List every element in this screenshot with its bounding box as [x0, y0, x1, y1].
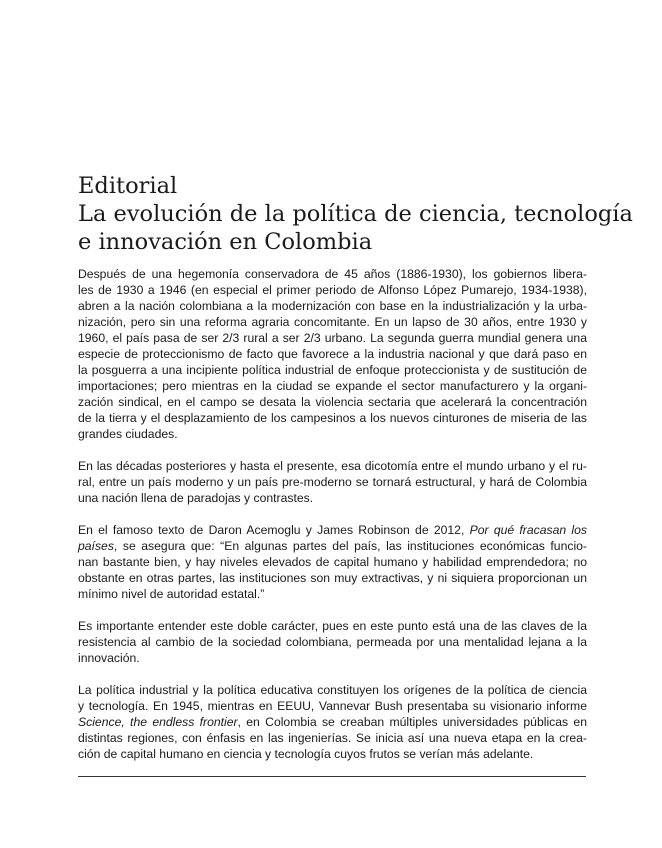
text-line [78, 538, 587, 554]
text-run: , se asegura que: “En algunas partes del país, las instituciones económicas funcio- [113, 539, 587, 553]
text-line: Es importante entender este doble carácter, pues en este punto está una de las claves de la [78, 619, 587, 633]
text-line: innovación. [78, 651, 140, 665]
text-line: obstante en otras partes, las instituciones son muy extractivas, y ni siquiera proporcionan un [78, 571, 587, 585]
text-line: resistencia al cambio de la sociedad colombiana, permeada por una mentalidad lejana a la [78, 635, 587, 649]
text-line: Después de una hegemonía conservadora de 45 años (1886-1930), los gobiernos libera- [78, 267, 587, 281]
text-run: En el famoso texto de Daron Acemoglu y James Robinson de 2012, [78, 523, 470, 537]
text-line: mínimo nivel de autoridad estatal.” [78, 587, 265, 601]
text-line: importaciones; pero mientras en la ciudad se expande el sector manufacturero y la organi- [78, 379, 587, 393]
text-line: de la tierra y el desplazamiento de los campesinos a los nuevos cinturones de miseria de las [78, 411, 587, 425]
footnote-divider [78, 776, 586, 777]
text-line: distintas regiones, con énfasis en las ingenierías. Se inicia así una nueva etapa en la crea- [78, 731, 587, 745]
text-line: 1960, el país pasa de ser 2/3 rural a ser 2/3 urbano. La segunda guerra mundial genera una [78, 331, 587, 345]
editorial-heading [78, 172, 633, 256]
paragraph-2 [78, 458, 587, 506]
text-line: la posguerra a una incipiente política industrial de enfoque proteccionista y de sustitución de [78, 363, 587, 377]
section-label: Editorial [78, 173, 178, 199]
text-line: nan bastante bien, y hay niveles elevados de capital humano y habilidad emprendedora; no [78, 555, 587, 569]
book-title-italic: Por qué fracasan los [469, 523, 587, 537]
paragraph-5 [78, 682, 587, 762]
paragraph-3 [78, 522, 587, 602]
text-line: nización, pero sin una reforma agraria concomitante. En un lapso de 30 años, entre 1930 y [78, 315, 587, 329]
text-line: una nación llena de paradojas y contrastes. [78, 491, 314, 505]
text-line: grandes ciudades. [78, 427, 178, 441]
paragraph-4 [78, 618, 587, 666]
article-title-line-2: e innovación en Colombia [78, 229, 373, 255]
book-title-italic: Science, the endless frontier [78, 715, 238, 729]
text-line: especie de proteccionismo de facto que favorece a la industria nacional y que dará paso en [78, 347, 587, 361]
article-body [78, 266, 587, 778]
text-line: ción de capital humano en ciencia y tecnología cuyos frutos se verían más adelante. [78, 747, 534, 761]
text-line: En las décadas posteriores y hasta el presente, esa dicotomía entre el mundo urbano y el ru- [78, 459, 587, 473]
text-line: abren a la nación colombiana a la modernización con base en la industrialización y la urba- [78, 299, 587, 313]
text-line: ral, entre un país moderno y un país pre-moderno se tornará estructural, y hará de Colombia [78, 475, 587, 489]
text-line: zación sindical, en el campo se desata la violencia sectaria que acelerará la concentración [78, 395, 587, 409]
paragraph-1 [78, 266, 587, 442]
article-title-line-1: La evolución de la política de ciencia, tecnología [78, 201, 633, 227]
book-title-italic: países [78, 539, 114, 553]
text-line: La política industrial y la política educativa constituyen los orígenes de la política de ciencia [78, 683, 587, 697]
text-line [78, 714, 587, 730]
text-run: , en Colombia se creaban múltiples universidades públicas en [237, 715, 587, 729]
text-line: y tecnología. En 1945, mientras en EEUU, Vannevar Bush presentaba su visionario informe [78, 699, 587, 713]
text-line: les de 1930 a 1946 (en especial el primer periodo de Alfonso López Pumarejo, 1934-1938), [78, 283, 587, 297]
text-line [78, 522, 587, 538]
